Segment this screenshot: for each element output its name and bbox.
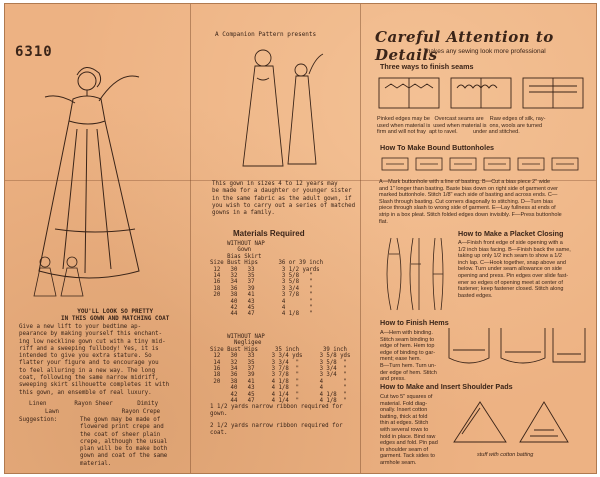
shoulder-pads-title: How to Make and Insert Shoulder Pads	[380, 382, 513, 391]
seams-caption: Pinked edges may be Overcast seams are Raw edges of silk, ray- used when material is used when material is ons, wools are turned firm and will not fray apt to ravel. under and stitched.	[377, 116, 546, 136]
hems-title: How to Finish Hems	[380, 318, 449, 327]
shoulder-pads-text: Cut two 5" squares of material. Fold diag- onally. Insert cotton batting, thick at fold thin at edges. Stitch with several rows to hold in place. Bind raw edges and fold. Pin pad in shoulder seam of garment. Tack sides to armhole seam.	[380, 394, 438, 466]
companion-label: A Companion Pattern presents	[215, 31, 317, 38]
pattern-number: 6310	[15, 44, 53, 60]
fold-line-right	[360, 4, 361, 473]
shoulder-pads-caption: stuff with cotton batting	[477, 452, 534, 458]
left-headline: YOU'LL LOOK SO PRETTY IN THIS GOWN AND MATCHING COAT	[61, 308, 170, 323]
placket-illustration	[381, 234, 457, 314]
fabric-list-row2: Lawn Rayon Crepe	[45, 409, 161, 415]
details-subtitle: makes any sewing look more professional	[425, 48, 546, 55]
left-description: Give a new lift to your bedtime ap- pearance by making yourself this enchant- ing low neckline gown cut with a tiny mid- riff and a sweeping fullbody! Yes, it is intended to give you extra stature. So flatter your figure and to encourage you to feel alluring in a new way. The long coat, following the same narrow midriff, sweeping skirt silhouette completes it with this gown, an ensemble of real luxury.	[19, 324, 170, 396]
companion-description: This gown in sizes 4 to 12 years may be made for a daughter or younger sister in the same fabric as the adult gown, if you wish to carry out a series of matched gowns in a family.	[212, 181, 356, 217]
fold-line-left	[190, 4, 191, 473]
fabric-list-row1: Linen Rayon Sheer Dimity	[29, 401, 159, 407]
placket-text: A—Finish front edge of side opening with a 1/2 inch bias facing. B—Finish back the same, taking up only 1/2 inch seam to show a 1/2 inch lap. C—Hook together, snap above and below. Turn under seam allowance on side opening and press. Pin edges over slide fast- ener so edges of opening meet at center of fastener; keep fastener closed. Stitch along basted edges.	[458, 240, 571, 299]
seams-title: Three ways to finish seams	[380, 62, 474, 71]
placket-title: How to Make a Placket Closing	[458, 229, 564, 238]
child-figures-illustration	[30, 254, 90, 299]
suggestion-label: Suggestion:	[19, 417, 58, 423]
seams-illustration	[377, 74, 587, 112]
pattern-envelope-back	[4, 3, 597, 474]
ribbon-gown-note: 1 1/2 yards narrow ribbon required for gown.	[210, 404, 343, 418]
gown-materials-table: WITHOUT NAP Gown Bias Skirt Size Bust Hips 36 or 39 inch 12 30 33 3 1/2 yards 14 32 35 3 5/8 " 16 34 37 3 5/8 " 18 36 39 3 3/4 " 20 38 41 3 7/8 " 40 43 4 " 42 45 4 " 44 47 4 1/8 "	[210, 241, 323, 318]
buttonholes-illustration	[380, 154, 585, 176]
coat-materials-table: WITHOUT NAP Negligee Size Bust Hips 35 inch 39 inch 12 30 33 3 3/4 yds 3 5/8 yds 14 32 35 3 3/4 " 3 5/8 " 16 34 37 3 7/8 " 3 3/4 " 18 36 39 3 7/8 " 3 3/4 " 20 38 41 4 1/8 " 4 " 40 43 4 1/8 " 4 " 42 45 4 1/4 " 4 1/8 " 44 47 4 1/4 " 4 1/8 "	[210, 334, 351, 405]
companion-illustration	[233, 44, 333, 174]
hems-text: A—Hem with binding. Stitch seam binding to edge of hem. Hem top edge of binding to gar- ment; ease hem. B—Turn hem. Turn un- der edge of hem. Stitch and press.	[380, 330, 437, 383]
buttonholes-title: How To Make Bound Buttonholes	[380, 143, 495, 152]
details-title: Careful Attention to Details	[375, 28, 554, 64]
suggestion-text: The gown may be made of flowered print crepe and the coat of sheer plain crepe, although the usual plan will be to make both gown and coat of the same material.	[80, 417, 168, 467]
shoulder-pads-illustration	[450, 392, 590, 452]
materials-title: Materials Required	[233, 229, 305, 238]
hems-illustration	[445, 324, 590, 372]
buttonholes-text: A—Mark buttonhole with a line of basting. B—Cut a bias piece 2" wide and 1" longer than basting. Baste bias down on right side of garment over marked buttonhole. Stitch 1/8" each side of basting and across ends. C— Slash through basting. Cut corners diagonally to stitching. D—Turn bias piece through slash to wrong side of garment. E—Lay fullness at ends of strip in a box pleat. Stitch folded edges down invisibly. F—Press buttonhole flat.	[379, 179, 562, 225]
ribbon-coat-note: 2 1/2 yards narrow ribbon required for coat.	[210, 423, 343, 437]
